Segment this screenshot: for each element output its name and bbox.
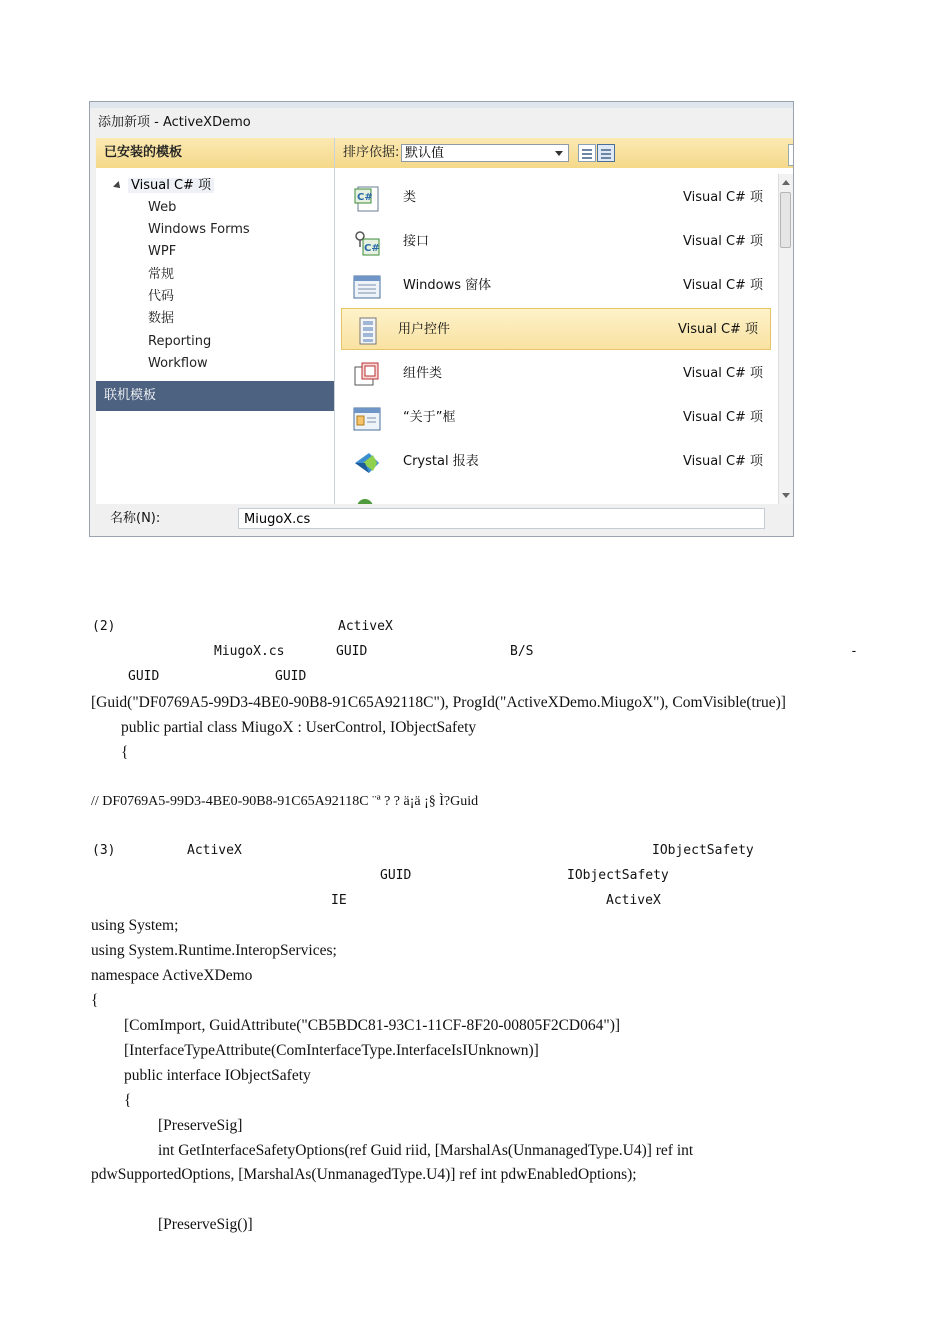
template-item-name: 用户控件 (398, 322, 451, 337)
template-item-name: 接口 (403, 234, 430, 249)
step2-guid: GUID (336, 644, 368, 659)
sort-dropdown-value: 默认值 (405, 146, 445, 161)
installed-templates-header[interactable]: 已安装的模板 (96, 138, 334, 168)
template-item-name: Windows 窗体 (403, 278, 492, 293)
template-item-name: 组件类 (403, 366, 443, 381)
template-item-category: Visual C# 项 (683, 190, 764, 205)
template-item-category: Visual C# 项 (683, 410, 764, 425)
scroll-up-icon[interactable] (782, 180, 790, 185)
template-tree-panel (96, 138, 335, 504)
html-page-icon (353, 493, 381, 504)
add-new-item-dialog (89, 101, 794, 537)
name-input[interactable]: MiugoX.cs (238, 508, 765, 529)
step2-filename: MiugoX.cs (214, 644, 285, 659)
step3-activex-2: ActiveX (606, 893, 661, 908)
template-item-interface[interactable] (341, 221, 771, 263)
step3-ie: IE (331, 893, 347, 908)
tree-item-general[interactable]: 常规 (148, 267, 175, 282)
tree-item-reporting[interactable]: Reporting (148, 334, 212, 349)
code-line-comimport: [ComImport, GuidAttribute("CB5BDC81-93C1-11CF-8F20-00805F2CD064")] (124, 1017, 621, 1034)
template-item-crystal-report[interactable] (341, 441, 771, 483)
tree-item-data[interactable]: 数据 (148, 311, 175, 326)
template-item-user-control[interactable] (341, 308, 771, 350)
expand-arrow-icon[interactable] (113, 181, 123, 191)
brace-open-line: { (121, 744, 129, 761)
step3-guid: GUID (380, 868, 412, 883)
code-line-brace-2: { (124, 1092, 132, 1109)
scrollbar-thumb[interactable] (780, 192, 791, 248)
search-input[interactable] (788, 144, 794, 166)
sort-label: 排序依据: (343, 145, 400, 160)
step2-dash: - (850, 644, 858, 659)
step2-bs: B/S (510, 644, 534, 659)
svg-text:C#: C# (364, 243, 380, 254)
template-item-class[interactable] (341, 177, 771, 219)
template-item-partial[interactable] (341, 485, 771, 504)
step2-guid-3: GUID (275, 669, 307, 684)
template-item-category: Visual C# 项 (683, 278, 764, 293)
template-list-panel (335, 138, 794, 504)
online-templates-header[interactable]: 联机模板 (96, 381, 334, 411)
code-line-interface-decl: public interface IObjectSafety (124, 1067, 311, 1084)
code-line-brace-1: { (91, 992, 99, 1009)
sort-bar (335, 138, 794, 168)
step2-label: (2) (92, 619, 116, 634)
code-line-preservesig-2: [PreserveSig()] (158, 1216, 253, 1233)
class-icon (353, 185, 381, 213)
code-line-interfacetype: [InterfaceTypeAttribute(ComInterfaceType.InterfaceIsIUnknown)] (124, 1042, 539, 1059)
step3-label: (3) (92, 843, 116, 858)
tree-item-web[interactable]: Web (148, 200, 177, 215)
svg-text:C#: C# (357, 192, 373, 203)
windows-form-icon (353, 273, 381, 301)
template-item-component-class[interactable] (341, 353, 771, 395)
tree-item-workflow[interactable]: Workflow (148, 356, 208, 371)
template-item-name: 类 (403, 190, 417, 205)
tree-item-visual-csharp[interactable]: Visual C# 项 (114, 176, 214, 196)
name-bar (96, 504, 788, 534)
step2-activex: ActiveX (338, 619, 393, 634)
dialog-top-strip (90, 102, 793, 108)
template-item-windows-form[interactable] (341, 265, 771, 307)
code-line-getoptions-cont: pdwSupportedOptions, [MarshalAs(UnmanagedType.U4)] ref int pdwEnabledOptions); (91, 1166, 637, 1183)
sort-dropdown[interactable] (401, 144, 569, 162)
code-line-namespace: namespace ActiveXDemo (91, 967, 253, 984)
code-line-using-interop: using System.Runtime.InteropServices; (91, 942, 337, 959)
tree-item-wpf[interactable]: WPF (148, 244, 177, 259)
template-list-scrollbar[interactable] (778, 174, 793, 504)
user-control-icon (354, 317, 382, 345)
dialog-title: 添加新项 - ActiveXDemo (98, 115, 251, 130)
class-declaration-line: public partial class MiugoX : UserControl, IObjectSafety (121, 719, 477, 736)
template-item-name: “关于”框 (403, 410, 456, 425)
code-line-using-system: using System; (91, 917, 179, 934)
step3-iobjectsafety-2: IObjectSafety (567, 868, 669, 883)
template-item-about-box[interactable] (341, 397, 771, 439)
name-label: 名称(N): (110, 511, 161, 526)
crystal-report-icon (353, 449, 381, 477)
tree-item-windows-forms[interactable]: Windows Forms (148, 222, 250, 237)
template-item-category: Visual C# 项 (678, 322, 759, 337)
template-item-category: Visual C# 项 (683, 366, 764, 381)
small-icons-view-button[interactable] (578, 144, 596, 162)
guid-comment-line: // DF0769A5-99D3-4BE0-90B8-91C65A92118C ¨ª ? ? ä¡ä ¡§ Ì?Guid (91, 794, 479, 809)
component-class-icon (353, 361, 381, 389)
code-line-getoptions: int GetInterfaceSafetyOptions(ref Guid riid, [MarshalAs(UnmanagedType.U4)] ref int (158, 1142, 694, 1159)
step2-guid-2: GUID (128, 669, 160, 684)
guid-attribute-line: [Guid("DF0769A5-99D3-4BE0-90B8-91C65A92118C"), ProgId("ActiveXDemo.MiugoX"), ComVisible(true)] (91, 694, 786, 711)
template-item-category: Visual C# 项 (683, 454, 764, 469)
scroll-down-icon[interactable] (782, 493, 790, 498)
template-item-name: Crystal 报表 (403, 454, 479, 469)
template-item-category: Visual C# 项 (683, 234, 764, 249)
step3-iobjectsafety: IObjectSafety (652, 843, 754, 858)
tree-item-code[interactable]: 代码 (148, 289, 175, 304)
list-view-button[interactable] (597, 144, 615, 162)
code-line-preservesig: [PreserveSig] (158, 1117, 243, 1134)
about-box-icon (353, 405, 381, 433)
step3-activex: ActiveX (187, 843, 242, 858)
interface-icon (353, 229, 381, 257)
chevron-down-icon (555, 151, 563, 156)
